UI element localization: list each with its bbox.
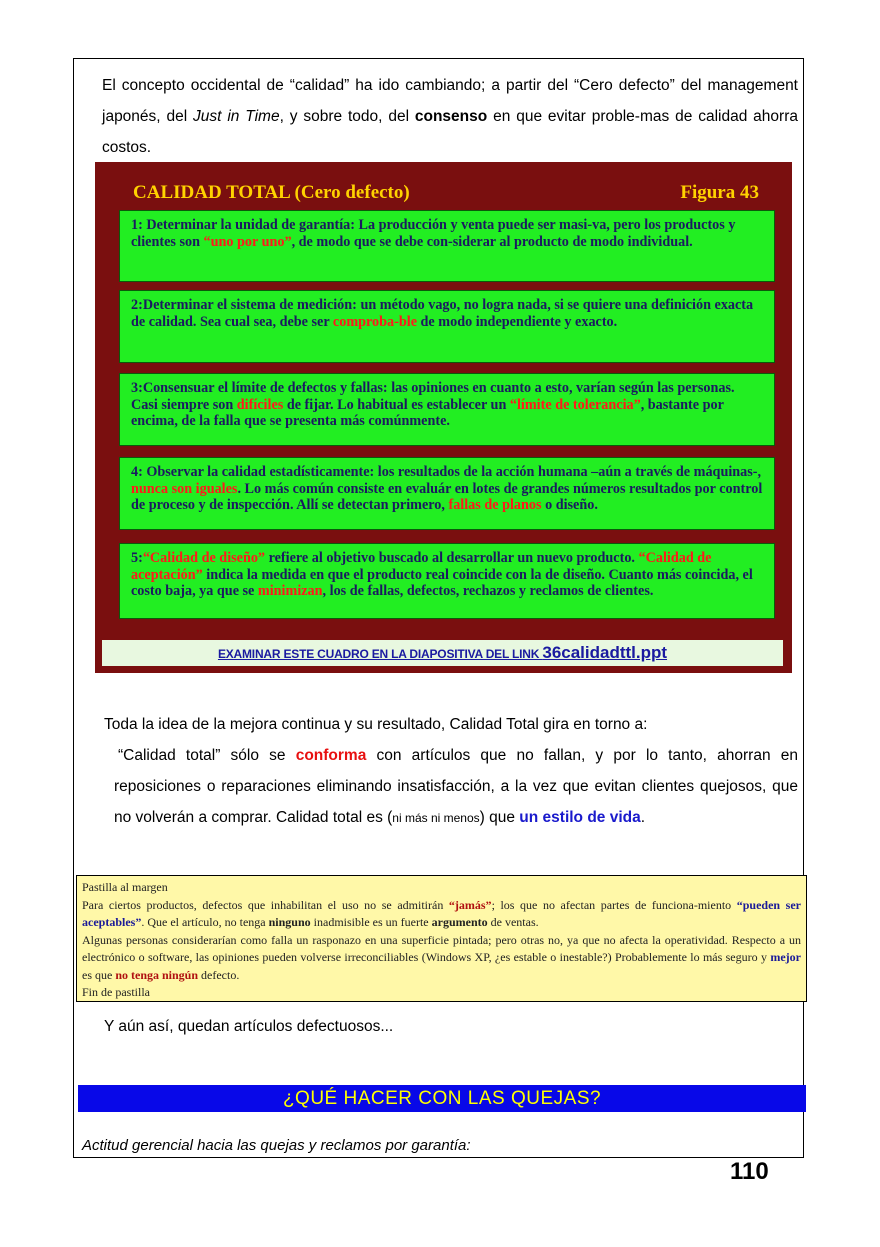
note-argumento: argumento (431, 915, 488, 929)
p2-small: ni más ni menos (392, 811, 480, 825)
box1-highlight: “uno por uno” (203, 233, 292, 250)
box4-highlight-2: fallas de planos (448, 497, 542, 513)
note-s6: Algunas personas considerarían como falla un rasponazo en una superficie pintada; pero otras no, ya que no afecta la operatividad. Respecto a un electrónico o software, las opiniones pueden volverse irreconciliables (Windows XP, ¿es estable o inestable?) Probablemente lo más seguro y (82, 932, 801, 964)
p2-conforma: conforma (295, 747, 367, 764)
figure-box-3 (119, 373, 775, 446)
slide-link-label[interactable]: EXAMINAR ESTE CUADRO EN LA DIAPOSITIVA DEL LINK (217, 647, 543, 661)
figure-box-1 (119, 210, 775, 282)
p2-text-a: “Calidad total” sólo se (118, 747, 296, 764)
intro-text-2: , y sobre todo, del (279, 108, 415, 125)
p2-text-d: . (640, 809, 646, 826)
note-s4: inadmisible es un fuerte (310, 915, 432, 929)
note-s5: de ventas. (487, 915, 539, 929)
note-s7: es que (82, 967, 116, 982)
box4-text-b: . Lo más común consiste en evaluár en lotes de grandes números resultados por control de proceso y de inspección. Allí se detectan primero, (131, 480, 763, 513)
note-aceptables: “pueden ser aceptables” (82, 897, 801, 929)
box1-text-a: 1: Determinar la unidad de garantía: La producción y venta puede ser masi-va, pero los productos y clientes son (131, 217, 736, 250)
box5-highlight-2: “Calidad de aceptación” (131, 550, 712, 583)
box5-text-c: indica la medida en que el producto real coincide con la de diseño. Cuanto más coincida, el costo baja, ya que se (131, 566, 753, 599)
note-s1: Para ciertos productos, defectos que inhabilitan el uso no se admitirán (82, 897, 449, 912)
intro-text-3: en que evitar proble-mas de calidad ahorra costos. (102, 108, 798, 156)
box5-text-a: 5: (131, 550, 143, 566)
figure-number: Figura 43 (680, 182, 759, 203)
note-s2: ; los que no afectan partes de funciona-miento (491, 897, 737, 912)
figure-43-panel (95, 162, 792, 673)
box4-text-c: o diseño. (541, 497, 598, 513)
note-s3: . Que el artículo, no tenga (141, 915, 269, 929)
section-subtitle: Actitud gerencial hacia las quejas y reclamos por garantía: (82, 1137, 471, 1154)
box3-text-b: de fijar. Lo habitual es establecer un (283, 396, 510, 413)
section-banner: ¿QUÉ HACER CON LAS QUEJAS? (78, 1085, 806, 1112)
intro-paragraph (82, 70, 798, 163)
slide-link-file[interactable]: 36calidadttl.ppt (542, 643, 668, 662)
box2-text-a: 2:Determinar el sistema de medición: un método vago, no logra nada, si se quiere una definición exacta de calidad. Sea cual sea, debe ser (131, 297, 754, 330)
margin-note-para-2 (82, 932, 801, 985)
p2-text-b: con artículos que no fallan, y por lo tanto, ahorran en reposiciones o reparaciones eliminando insatisfacción, a la vez que evitan clientes quejosos, que no volverán a comprar. Calidad total es ( (114, 747, 798, 826)
intro-consenso: consenso (414, 108, 488, 125)
box3-text-c: , bastante por encima, de la falla que se presenta más comúnmente. (131, 396, 724, 429)
figure-box-2 (119, 290, 775, 363)
note-ninguno: ninguno (268, 915, 311, 929)
box5-highlight-1: “Calidad de diseño” (142, 550, 266, 566)
note-s8: defecto. (198, 967, 240, 982)
margin-note-footer: Fin de pastilla (82, 985, 150, 999)
box4-text-a: 4: Observar la calidad estadísticamente: los resultados de la acción humana –aún a través de máquinas-, (131, 464, 762, 480)
slide-link-bar[interactable] (102, 640, 783, 666)
note-no-tenga: no tenga ningún (115, 967, 199, 982)
margin-note-para-1 (82, 897, 801, 932)
note-jamas: “jamás” (448, 897, 492, 912)
figure-box-5 (119, 543, 775, 619)
box2-highlight: comproba-ble (332, 313, 417, 330)
body-paragraph-2 (104, 740, 798, 834)
intro-just-in-time: Just in Time (193, 108, 280, 125)
box2-text-b: de modo independiente y exacto. (417, 313, 618, 330)
box1-text-b: , de modo que se debe con-siderar al producto de modo individual. (291, 233, 693, 250)
box5-highlight-3: minimizan (257, 583, 323, 599)
figure-box-4 (119, 457, 775, 530)
box5-text-b: refiere al objetivo buscado al desarrollar un nuevo producto. (265, 550, 639, 566)
body-line-1: Toda la idea de la mejora continua y su resultado, Calidad Total gira en torno a: (104, 716, 648, 733)
box3-highlight-1: difíciles (236, 396, 284, 413)
box5-text-d: , los de fallas, defectos, rechazos y reclamos de clientes. (322, 583, 654, 599)
intro-text-1: El concepto occidental de “calidad” ha ido cambiando; a partir del “Cero defecto” del management japonés, del (102, 77, 798, 125)
box4-highlight-1: nunca son iguales (131, 480, 238, 497)
figure-title: CALIDAD TOTAL (Cero defecto) (133, 182, 410, 203)
margin-note-box (76, 875, 807, 1002)
margin-note-heading: Pastilla al margen (82, 880, 168, 894)
note-mejor: mejor (770, 950, 801, 964)
page-number: 110 (730, 1158, 769, 1185)
box3-highlight-2: “límite de tolerancia” (509, 396, 641, 413)
p2-text-c: ) que (479, 809, 520, 826)
box3-text-a: 3:Consensuar el límite de defectos y fallas: las opiniones en cuanto a esto, varían según las personas. Casi siempre son (131, 380, 735, 413)
p2-estilo-de-vida: un estilo de vida (519, 809, 641, 826)
body-paragraphs (104, 709, 798, 834)
defective-items-line: Y aún así, quedan artículos defectuosos... (104, 1018, 394, 1035)
